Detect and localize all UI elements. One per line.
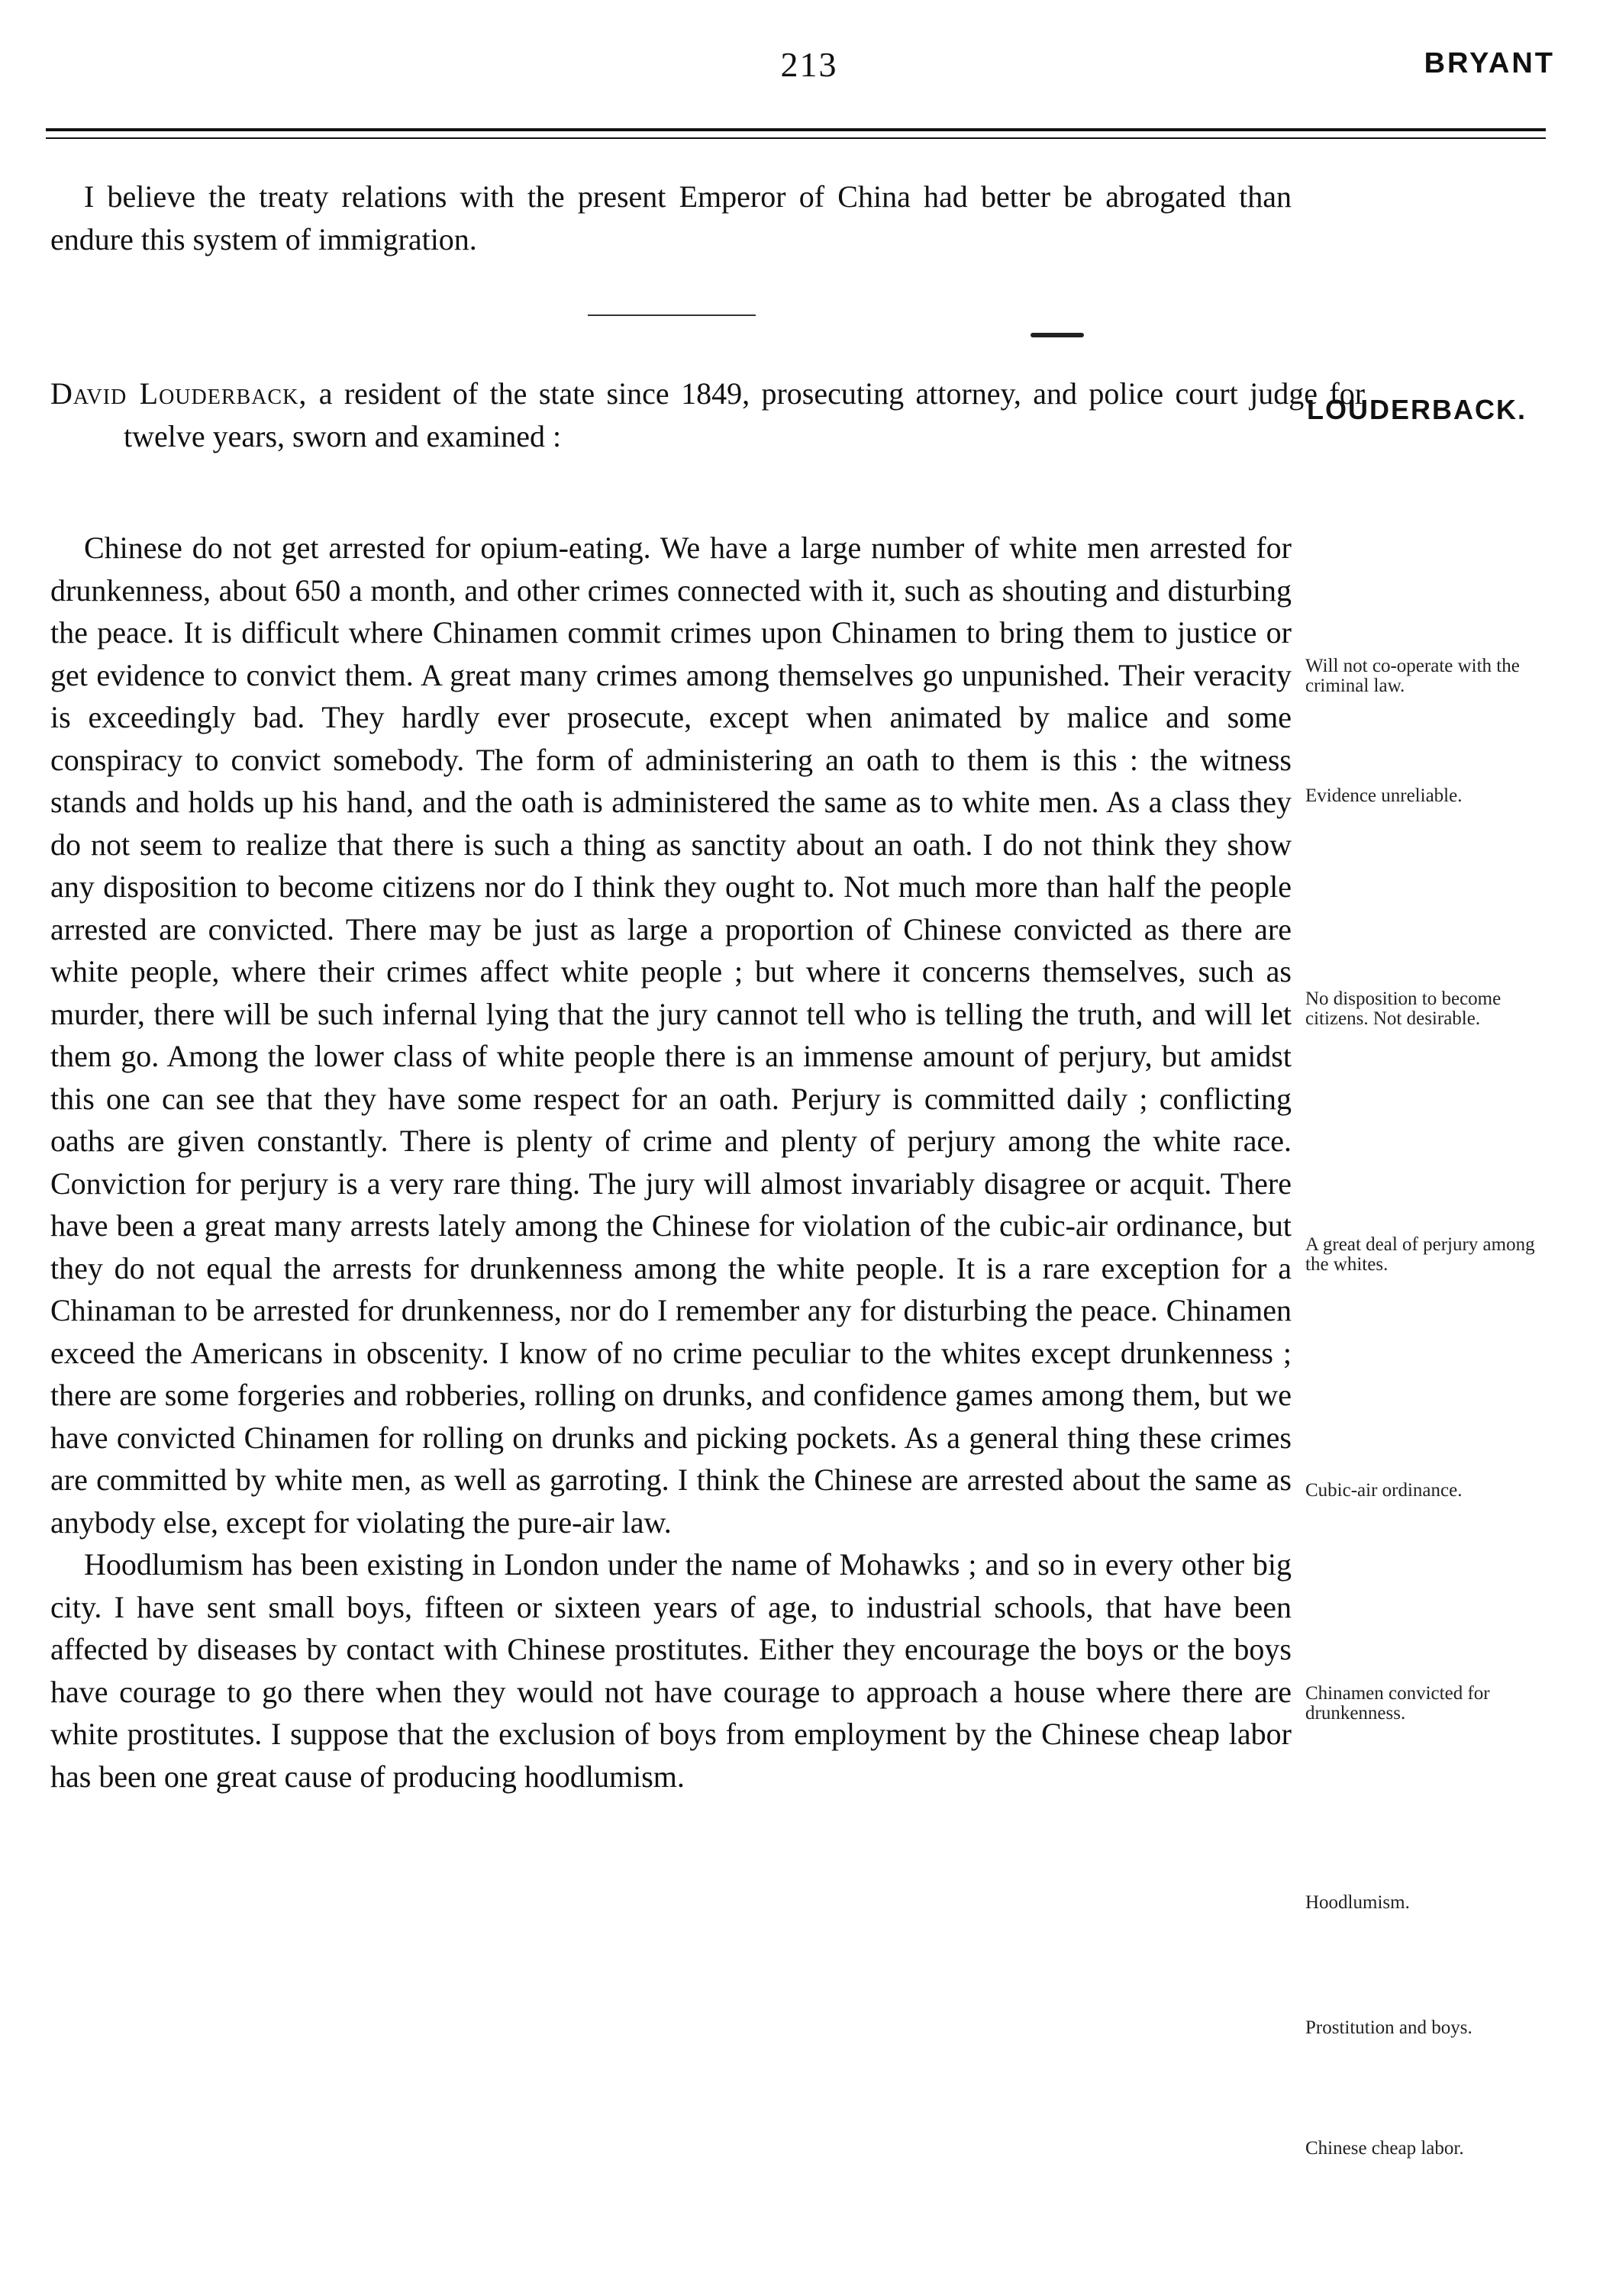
margin-note-prostitution: Prostitution and boys. — [1305, 2017, 1472, 2038]
testimony-paragraph-2: Hoodlumism has been existing in London under the name of Mohawks ; and so in every other big city. I have sent small boys, fifteen or sixteen years of age, to industrial schools, that have been affected by diseases by contact with Chinese prostitutes. Either they encourage the boys or the boys have courage to go there when they would not have courage to approach a house where there are white prostitutes. I suppose that the exclusion of boys from employment by the Chinese cheap labor has been one great cause of producing hoodlumism. — [50, 1547, 1292, 1794]
margin-note-criminal-law: Will not co-operate with the criminal law. — [1305, 656, 1520, 696]
witness-side-heading: LOUDERBACK. — [1307, 394, 1527, 425]
header-rule-thick — [46, 128, 1546, 131]
margin-note-cheap-labor: Chinese cheap labor. — [1305, 2138, 1464, 2159]
running-head: BRYANT — [1424, 47, 1555, 79]
lead-paragraph: I believe the treaty relations with the present Emperor of China had better be abrogated than endure this system of immigration. — [50, 179, 1292, 256]
header-rule-thin — [46, 137, 1546, 139]
margin-note-hoodlumism: Hoodlumism. — [1305, 1892, 1410, 1913]
margin-note-cubic-air: Cubic-air ordinance. — [1305, 1480, 1463, 1501]
testimony-body — [50, 527, 1292, 1798]
margin-note-citizenship: No disposition to become citizens. Not desirable. — [1305, 988, 1501, 1029]
margin-note-drunkenness: Chinamen convicted for drunkenness. — [1305, 1683, 1490, 1724]
page-number: 213 — [780, 45, 838, 84]
margin-note-evidence: Evidence unreliable. — [1305, 785, 1463, 806]
witness-description: a resident of the state since 1849, prosecuting attorney, and police court judge for twelve years, sworn and examined : — [124, 376, 1366, 453]
witness-heading — [50, 372, 1365, 458]
section-separator — [588, 314, 756, 316]
margin-note-perjury: A great deal of perjury among the whites. — [1305, 1234, 1535, 1275]
separator-ornament-icon — [1031, 333, 1084, 337]
testimony-paragraph-1: Chinese do not get arrested for opium-eating. We have a large number of white men arrested for drunkenness, about 650 a month, and other crimes connected with it, such as shouting and disturbing the peace. It is difficult where Chinamen commit crimes upon Chinamen to bring them to justice or get evidence to convict them. A great many crimes among themselves go unpunished. Their veracity is exceedingly bad. They hardly ever prosecute, except when animated by malice and some conspiracy to convict somebody. The form of administering an oath to them is this : the witness stands and holds up his hand, and the oath is administered the same as to white men. As a class they do not seem to realize that there is such a thing as sanctity about an oath. I do not think they show any disposition to become citizens nor do I think they ought to. Not much more than half the people arrested are convicted. There may be just as large a proportion of Chinese convicted as there are white people, where their crimes affect white people ; but where it concerns themselves, such as murder, there will be such infernal lying that the jury cannot tell who is telling the truth, and will let them go. Among the lower class of white people there is an immense amount of perjury, but amidst this one can see that they have some respect for an oath. Perjury is committed daily ; conflicting oaths are given constantly. There is plenty of crime and plenty of perjury among the white race. Conviction for perjury is a very rare thing. The jury will almost invariably disagree or acquit. There have been a great many arrests lately among the Chinese for violation of the cubic-air ordinance, but they do not equal the arrests for drunkenness among the white people. It is a rare exception for a Chinaman to be arrested for drunkenness, nor do I remember any for disturbing the peace. Chinamen exceed the Americans in obscenity. I know of no crime peculiar to the whites except drunkenness ; there are some forgeries and robberies, rolling on drunks, and confidence games among them, but we have convicted Chinamen for rolling on drunks and picking pockets. As a general thing these crimes are committed by white men, as well as garroting. I think the Chinese are arrested about the same as anybody else, except for violating the pure-air law. — [50, 530, 1292, 1540]
witness-name: David Louderback, — [50, 376, 308, 411]
